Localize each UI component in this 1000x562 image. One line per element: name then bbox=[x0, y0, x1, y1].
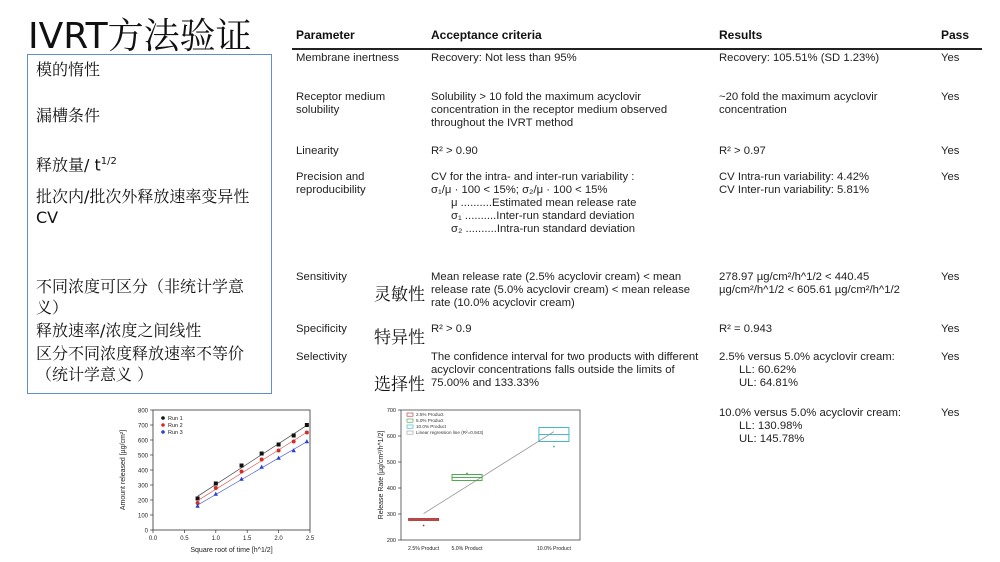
label-selectivity: 选择性 bbox=[374, 375, 425, 395]
legend-marker bbox=[407, 425, 413, 428]
x-tick-label: 0.5 bbox=[180, 536, 189, 542]
legend-marker bbox=[407, 419, 413, 422]
data-point bbox=[276, 456, 280, 460]
cell-parameter: Sensitivity bbox=[296, 271, 347, 283]
data-point bbox=[214, 482, 218, 486]
table-row bbox=[292, 349, 982, 405]
x-tick-label: 2.5 bbox=[305, 536, 315, 542]
data-point bbox=[292, 440, 296, 444]
data-point bbox=[553, 446, 555, 448]
validation-items-box bbox=[27, 54, 272, 394]
cell-results: Recovery: 105.51% (SD 1.23%) bbox=[719, 52, 880, 64]
slide-title: IVRT方法验证 bbox=[28, 16, 252, 57]
criteria-def: σ₂ ..........Intra-run standard deviation bbox=[451, 223, 636, 235]
sidebar-item-membrane: 模的惰性 bbox=[36, 60, 101, 79]
cell-results: 278.97 µg/cm²/h^1/2 < 440.45 µg/cm²/h^1/2 < 605.61 µg/cm²/h^1/2 bbox=[719, 271, 900, 296]
cell-parameter: Linearity bbox=[296, 145, 339, 157]
criteria-def: σ₁ ..........Inter-run standard deviation bbox=[451, 210, 635, 222]
table-row bbox=[292, 169, 982, 269]
x-tick-label: 1.0 bbox=[211, 536, 220, 542]
data-point bbox=[240, 464, 244, 468]
data-point bbox=[305, 423, 309, 427]
regression-line bbox=[424, 432, 554, 514]
table-row bbox=[292, 269, 982, 321]
cell-pass: Yes bbox=[941, 52, 960, 64]
result-line: UL: 64.81% bbox=[739, 377, 799, 389]
legend-marker bbox=[161, 416, 165, 420]
legend-marker bbox=[161, 423, 165, 427]
criteria-def: μ ..........Estimated mean release rate bbox=[451, 197, 637, 209]
cell-pass: Yes bbox=[941, 145, 960, 157]
cell-parameter: Membrane inertness bbox=[296, 52, 399, 64]
x-axis-label: Square root of time [h^1/2] bbox=[190, 547, 273, 554]
legend-marker bbox=[407, 431, 413, 434]
cell-criteria: R² > 0.90 bbox=[431, 145, 478, 157]
legend-marker bbox=[161, 430, 165, 434]
cell-results bbox=[715, 405, 937, 452]
cell-parameter: Selectivity bbox=[296, 351, 347, 363]
cell-pass: Yes bbox=[941, 407, 960, 419]
cell-criteria: R² > 0.9 bbox=[431, 323, 472, 335]
x-tick-label: 5.0% Product bbox=[451, 546, 483, 552]
cell-criteria: Recovery: Not less than 95% bbox=[431, 52, 577, 64]
cell-results bbox=[715, 349, 937, 405]
y-tick-label: 600 bbox=[386, 434, 396, 440]
sidebar-item-cv: 批次内/批次外释放速率变异性CV bbox=[36, 187, 250, 227]
result-line: CV Intra-run variability: 4.42% bbox=[719, 171, 870, 183]
release-scatter-chart bbox=[115, 402, 320, 557]
y-tick-label: 500 bbox=[386, 460, 396, 466]
cell-results: ~20 fold the maximum acyclovir concentration bbox=[719, 91, 878, 116]
sidebar-item-selectivity: 区分不同浓度释放速率不等价（统计学意义 ） bbox=[36, 344, 245, 384]
data-point bbox=[260, 458, 264, 462]
cell-pass: Yes bbox=[941, 171, 960, 183]
y-axis-label: Release Rate [µg/cm²/h^1/2] bbox=[378, 430, 385, 520]
data-point bbox=[292, 434, 296, 438]
legend-marker bbox=[407, 413, 413, 416]
cell-parameter: Receptor medium solubility bbox=[296, 91, 386, 116]
legend-label: Run 3 bbox=[168, 430, 183, 436]
table-row bbox=[292, 49, 982, 89]
result-line: 10.0% versus 5.0% acyclovir cream: bbox=[719, 407, 902, 419]
y-tick-label: 600 bbox=[137, 438, 148, 445]
y-tick-label: 400 bbox=[386, 486, 396, 492]
legend-label: Run 1 bbox=[168, 416, 183, 422]
acceptance-table bbox=[292, 24, 982, 452]
y-tick-label: 500 bbox=[137, 453, 148, 460]
y-tick-label: 800 bbox=[137, 408, 148, 415]
result-line: 2.5% versus 5.0% acyclovir cream: bbox=[719, 351, 895, 363]
x-tick-label: 2.5% Product bbox=[408, 546, 440, 552]
label-sensitivity: 灵敏性 bbox=[374, 285, 425, 305]
cell-parameter: Specificity bbox=[296, 323, 347, 335]
y-axis-label: Amount released [µg/cm²] bbox=[120, 429, 127, 511]
data-point bbox=[260, 452, 264, 456]
y-tick-label: 300 bbox=[386, 512, 396, 518]
table-row bbox=[292, 143, 982, 169]
criteria-text: CV for the intra- and inter-run variability : bbox=[431, 171, 635, 183]
release-rate-boxplot bbox=[375, 404, 585, 558]
sidebar-item-linearity: 释放速率/浓度之间线性 bbox=[36, 321, 202, 340]
y-tick-label: 0 bbox=[144, 528, 148, 535]
data-point bbox=[305, 431, 309, 435]
cell-results bbox=[715, 169, 937, 269]
cell-criteria: The confidence interval for two products with different acyclovir concentrations falls outside the limits of 75.00% and 133.33% bbox=[431, 351, 699, 389]
cell-results: R² > 0.97 bbox=[719, 145, 766, 157]
cell-criteria bbox=[427, 169, 715, 269]
cell-criteria: Solubility > 10 fold the maximum acyclovir concentration in the receptor medium observed throughout the IVRT method bbox=[431, 91, 668, 129]
x-tick-label: 1.5 bbox=[243, 536, 252, 542]
cell-pass: Yes bbox=[941, 351, 960, 363]
y-tick-label: 300 bbox=[137, 483, 148, 490]
y-tick-label: 200 bbox=[386, 538, 396, 544]
cell-results: R² = 0.943 bbox=[719, 323, 773, 335]
data-point bbox=[277, 443, 281, 447]
cell-criteria: Mean release rate (2.5% acyclovir cream) < mean release rate (5.0% acyclovir cream) < mean release rate (10.0% acyclovir cream) bbox=[431, 271, 690, 309]
result-line: CV Inter-run variability: 5.81% bbox=[719, 184, 870, 196]
legend-label: 5.0% Product bbox=[416, 418, 444, 423]
header-criteria: Acceptance criteria bbox=[427, 24, 715, 49]
sidebar-item-sink: 漏槽条件 bbox=[36, 106, 101, 125]
regression-line bbox=[198, 432, 307, 500]
y-tick-label: 400 bbox=[137, 468, 148, 475]
cell-parameter: Precision and reproducibility bbox=[296, 171, 366, 196]
data-point bbox=[240, 470, 244, 474]
y-tick-label: 700 bbox=[386, 408, 396, 414]
cell-pass: Yes bbox=[941, 323, 960, 335]
table-row bbox=[292, 321, 982, 349]
x-tick-label: 2.0 bbox=[274, 536, 283, 542]
criteria-formula: σ₁/μ · 100 < 15%; σ₂/μ · 100 < 15% bbox=[431, 184, 608, 196]
data-point bbox=[466, 473, 468, 475]
result-line: LL: 60.62% bbox=[739, 364, 797, 376]
sqrt-exponent: 1/2 bbox=[100, 156, 117, 167]
y-tick-label: 100 bbox=[137, 513, 148, 520]
table-header-row bbox=[292, 24, 982, 49]
x-tick-label: 0.0 bbox=[148, 536, 158, 542]
legend-label: 2.5% Product bbox=[416, 412, 444, 417]
result-line: UL: 145.78% bbox=[739, 433, 805, 445]
regression-line bbox=[198, 425, 307, 496]
header-pass: Pass bbox=[937, 24, 982, 49]
label-specificity: 特异性 bbox=[374, 328, 425, 348]
y-tick-label: 200 bbox=[137, 498, 148, 505]
header-parameter: Parameter bbox=[292, 24, 427, 49]
data-point bbox=[277, 449, 281, 453]
result-line: LL: 130.98% bbox=[739, 420, 803, 432]
legend-label: Linear regression line (R²=0.943) bbox=[416, 430, 484, 435]
cell-pass: Yes bbox=[941, 271, 960, 283]
y-tick-label: 700 bbox=[137, 423, 148, 430]
sidebar-item-release-amount: 释放量/ $t^{1/2}$ bbox=[36, 155, 117, 175]
data-point bbox=[305, 439, 309, 443]
sidebar-item-sensitivity: 不同浓度可区分（非统计学意义） bbox=[36, 277, 245, 317]
x-tick-label: 10.0% Product bbox=[536, 546, 571, 552]
data-point bbox=[214, 486, 218, 490]
data-point bbox=[423, 525, 425, 527]
table-row bbox=[292, 89, 982, 143]
cell-pass: Yes bbox=[941, 91, 960, 103]
legend-label: Run 2 bbox=[168, 423, 183, 429]
header-results: Results bbox=[715, 24, 937, 49]
legend-label: 10.0% Product bbox=[416, 424, 447, 429]
